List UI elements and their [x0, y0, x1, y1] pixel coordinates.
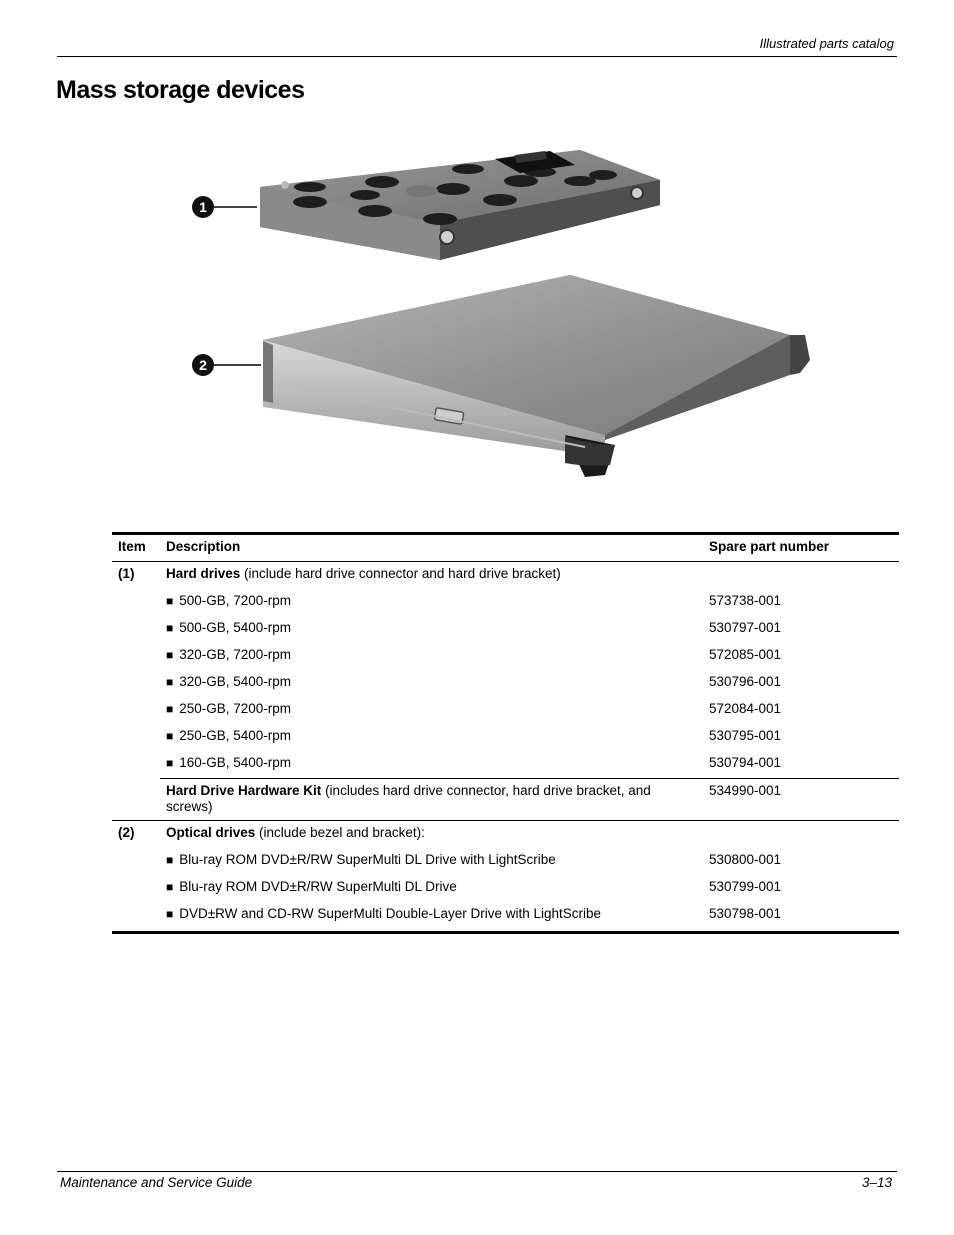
table-row — [112, 821, 899, 849]
parts-illustration — [185, 145, 825, 495]
description: ■ 500-GB, 7200-rpm — [166, 593, 292, 608]
spare-part-number: 572084-001 — [709, 701, 782, 716]
footer-guide-title: Maintenance and Service Guide — [60, 1175, 253, 1190]
column-header-description: Description — [160, 534, 703, 562]
square-bullet-icon: ■ — [166, 675, 174, 689]
svg-text:1: 1 — [199, 199, 207, 215]
table-row — [112, 643, 899, 670]
description: ■ 250-GB, 5400-rpm — [166, 728, 292, 743]
square-bullet-icon: ■ — [166, 702, 174, 716]
table-row — [112, 670, 899, 697]
table-row — [112, 902, 899, 933]
running-header: Illustrated parts catalog — [759, 36, 894, 51]
callout-2 — [192, 354, 261, 376]
table-row — [112, 875, 899, 902]
square-bullet-icon: ■ — [166, 880, 174, 894]
spare-part-number: 530800-001 — [709, 852, 782, 867]
square-bullet-icon: ■ — [166, 729, 174, 743]
description: ■ Blu-ray ROM DVD±R/RW SuperMulti DL Drive with LightScribe — [166, 852, 556, 867]
table-row — [112, 751, 899, 779]
description: Optical drives (include bezel and bracket): — [160, 821, 703, 849]
spare-part-number: 530799-001 — [709, 879, 782, 894]
square-bullet-icon: ■ — [166, 853, 174, 867]
spare-part-number — [703, 821, 899, 849]
table-row — [112, 779, 899, 821]
item-number: (2) — [112, 821, 160, 849]
spare-part-number: 530798-001 — [703, 902, 899, 933]
table-row — [112, 616, 899, 643]
spare-part-number: 530796-001 — [709, 674, 782, 689]
table-row — [112, 589, 899, 616]
table-row — [112, 697, 899, 724]
column-header-spare-part-number: Spare part number — [703, 534, 899, 562]
description: ■ 320-GB, 7200-rpm — [166, 647, 292, 662]
description: ■ 500-GB, 5400-rpm — [166, 620, 292, 635]
optical-drive-drawing — [263, 275, 810, 477]
spare-part-number: 530794-001 — [709, 755, 782, 770]
header-rule — [57, 56, 897, 57]
page-number: 3–13 — [861, 1175, 892, 1190]
footer-rule — [57, 1171, 897, 1172]
square-bullet-icon: ■ — [166, 756, 174, 770]
table-row — [112, 562, 899, 590]
description: ■ 320-GB, 5400-rpm — [166, 674, 292, 689]
description: Hard Drive Hardware Kit (includes hard drive connector, hard drive bracket, and screws) — [160, 779, 703, 821]
spare-part-number: 573738-001 — [709, 593, 782, 608]
item-number: (1) — [118, 566, 135, 581]
spare-part-number: 534990-001 — [703, 779, 899, 821]
square-bullet-icon: ■ — [166, 648, 174, 662]
spare-parts-table — [112, 532, 899, 934]
description: ■ 250-GB, 7200-rpm — [166, 701, 292, 716]
spare-part-number: 530797-001 — [709, 620, 782, 635]
square-bullet-icon: ■ — [166, 907, 174, 921]
description: ■ 160-GB, 5400-rpm — [166, 755, 292, 770]
table-header-row — [112, 534, 899, 562]
description: Hard drives (include hard drive connector and hard drive bracket) — [166, 566, 561, 581]
callout-1 — [192, 196, 257, 218]
page-title: Mass storage devices — [56, 76, 305, 104]
square-bullet-icon: ■ — [166, 621, 174, 635]
spare-part-number: 530795-001 — [709, 728, 782, 743]
table-row — [112, 724, 899, 751]
column-header-item: Item — [112, 534, 160, 562]
hard-drive-drawing — [260, 150, 660, 260]
svg-text:2: 2 — [199, 357, 207, 373]
description: ■ Blu-ray ROM DVD±R/RW SuperMulti DL Drive — [166, 879, 457, 894]
spare-part-number — [703, 562, 899, 590]
description: ■ DVD±RW and CD-RW SuperMulti Double-Layer Drive with LightScribe — [160, 902, 703, 933]
spare-part-number: 572085-001 — [709, 647, 782, 662]
square-bullet-icon: ■ — [166, 594, 174, 608]
table-row — [112, 848, 899, 875]
